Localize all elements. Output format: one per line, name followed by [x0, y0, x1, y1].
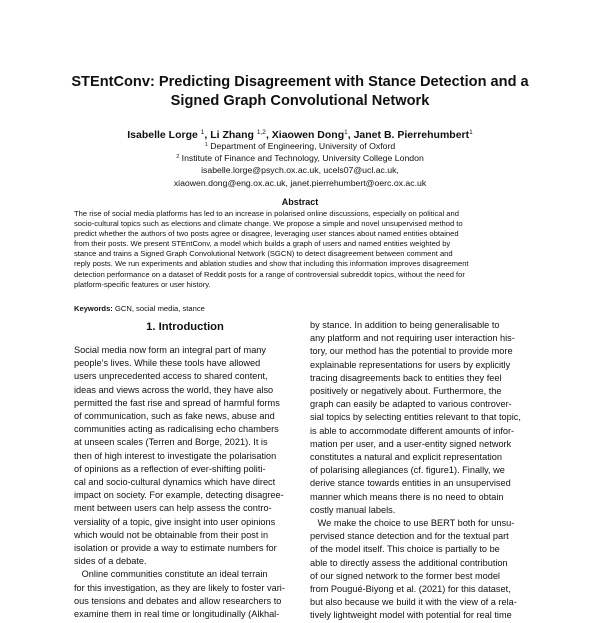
text-line: of the model itself. This choice is partially to be [310, 544, 500, 555]
text-line: users unprecedented access to shared content, [74, 371, 268, 382]
author-name: Xiaowen Dong [271, 129, 345, 141]
text-line: of communication, such as fake news, abuse and [74, 411, 275, 422]
text-line: tively lightweight model with potential for real time [310, 610, 512, 621]
author-list: Isabelle Lorge $^1$, Li Zhang $^{1,2}$, Xiaowen Dong$^1$, Janet B. Pierrehumbert$^1$ [127, 129, 473, 141]
text-line: any platform and not requiring user interaction his- [310, 333, 515, 344]
text-line: by stance. In addition to being generalisable to [310, 320, 500, 330]
text-line: ideas and views across the world, they have also [74, 384, 274, 395]
author-sup: 1,2 [256, 129, 266, 136]
text-line: isolation or provide a way to estimate numbers for [74, 543, 277, 554]
text-line: impact on society. For example, detecting disagree- [74, 490, 284, 501]
abstract-body [74, 209, 526, 290]
text-line: communities acting as radicalising echo chambers [74, 424, 279, 435]
text-line: derive stance towards entities in an unsupervised [310, 478, 511, 489]
keywords [74, 304, 526, 314]
abstract-line: socio-cultural topics such as elections and climate change. We propose a simple and novel unsupervised method to [74, 219, 463, 229]
text-line: Online communities constitute an ideal terrain [74, 569, 268, 580]
email-line: isabelle.lorge@psych.ox.ac.uk, ucels07@ucl.ac.uk, [201, 165, 399, 175]
text-line: then of high interest to investigate the polarisation [74, 450, 277, 461]
author-name: Janet B. Pierrehumbert [353, 129, 470, 141]
text-line: mation per user, and a user-entity signed network [310, 438, 512, 449]
text-line: of polarising allegiances (cf. figure1). Finally, we [310, 465, 505, 476]
email-line: xiaowen.dong@eng.ox.ac.uk, janet.pierrehumbert@oerc.ox.ac.uk [173, 178, 427, 188]
left-column-text [74, 344, 296, 621]
section-heading-introduction: 1. Introduction [146, 321, 224, 333]
text-line: for this investigation, as they are likely to foster vari- [74, 582, 285, 593]
text-line: tracing disagreements back to entities they feel [310, 372, 502, 383]
author-sup: 1 [344, 129, 348, 136]
text-line: positively or negatively about. Furthermore, the [310, 386, 502, 397]
text-line: of opinions as a reflection of ever-shifting politi- [74, 463, 266, 474]
author-sup: 1 [200, 129, 205, 136]
abstract-line: detection performance on a dataset of Reddit posts for a range of controversial subreddit topics, without the need for [74, 269, 465, 279]
abstract-line: reply posts. We run experiments and ablation studies and show that including this information improves disagreement [74, 259, 469, 269]
paper-title [40, 73, 560, 111]
text-line: from Pougué-Biyong et al. (2021) for this dataset, [310, 584, 511, 595]
text-line: sides of a debate. [74, 556, 147, 567]
text-line: able to directly assess the additional contribution [310, 557, 508, 568]
text-line: sial topics by selecting entities relevant to that topic, [310, 412, 521, 423]
affiliation-text: Department of Engineering, University of Oxford [210, 141, 396, 151]
title-line: Signed Graph Convolutional Network [170, 93, 430, 109]
text-line: manner which means there is no need to obtain [310, 491, 504, 502]
text-line: at unseen scales (Terren and Borge, 2021). It is [74, 437, 268, 448]
text-line: which would not be obtainable from their post in [74, 529, 269, 540]
text-line: versiality of a topic, give insight into user opinions [74, 516, 276, 527]
text-line: pervised stance detection and for the textual part [310, 531, 509, 542]
affiliation [40, 151, 560, 164]
text-line: costly manual labels. [310, 504, 396, 515]
author-sup: 1 [469, 129, 473, 136]
text-line: We make the choice to use BERT both for unsu- [310, 518, 515, 529]
text-line: cal and socio-cultural dynamics which have direct [74, 477, 276, 488]
abstract-line: predict whether the authors of two posts agree or disagree, leveraging user stances about named entities obtained [74, 229, 459, 239]
affiliation-sup: 2 [176, 154, 180, 160]
title-line: STEntConv: Predicting Disagreement with Stance Detection and a [71, 74, 529, 90]
right-column-text [310, 319, 531, 623]
text-line: of our signed network to the former best model [310, 570, 500, 581]
affiliation-text: Institute of Finance and Technology, University College London [181, 153, 424, 163]
text-line: permitted the fast rise and spread of harmful forms [74, 397, 280, 408]
keywords-text: GCN, social media, stance [114, 304, 205, 313]
text-line: explainable representations for users by explicitly [310, 359, 511, 370]
affiliation-sup: 1 [204, 142, 208, 148]
text-line: ment between users can help assess the contro- [74, 503, 272, 514]
text-line: constitutes a natural and explicit representation [310, 452, 503, 463]
text-line: graph can easily be adapted to various controver- [310, 399, 512, 410]
abstract-line: The rise of social media platforms has led to an increase in polarised online discussions, especially on political and [74, 209, 459, 218]
text-line: tory, our method has the potential to provide more [310, 346, 513, 357]
text-line: ous tensions and debates and allow researchers to [74, 595, 282, 606]
text-line: Social media now form an integral part of many [74, 345, 267, 355]
abstract-line: platform-specific features or user history. [74, 279, 211, 289]
author-name: Isabelle Lorge [127, 129, 198, 141]
text-line: examine them in real time or longitudinally (Alkhal- [74, 609, 280, 620]
keywords-label: Keywords: [74, 304, 113, 313]
text-line: people’s lives. While these tools have allowed [74, 358, 261, 369]
abstract-heading: Abstract [281, 197, 319, 207]
abstract-line: from their posts. We present STEntConv, a model which builds a graph of users and named entities weighted by [74, 239, 451, 249]
text-line: is able to accommodate different amounts of infor- [310, 425, 515, 436]
author-name: Li Zhang [210, 129, 254, 141]
abstract-line: stance and trains a Signed Graph Convolutional Network (SGCN) to detect disagreement between comment and [74, 249, 453, 259]
text-line: but also because we build it with the view of a rela- [310, 597, 517, 608]
